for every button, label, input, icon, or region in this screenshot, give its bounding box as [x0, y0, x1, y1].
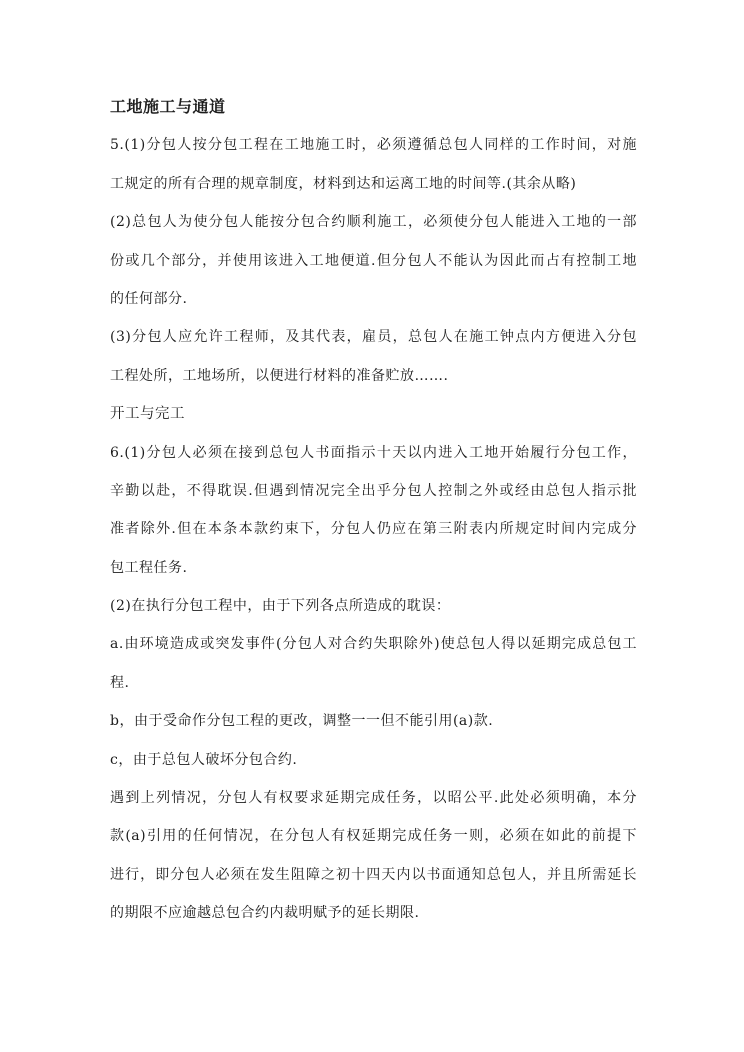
text-line: 包工程任务. — [110, 559, 188, 576]
text-line: a.由环境造成或突发事件(分包人对合约失职除外)使总包人得以延期完成总包工 — [110, 636, 637, 653]
text-line: 准者除外.但在本条本款约束下，分包人仍应在第三附表内所规定时间内完成分 — [110, 521, 637, 538]
text-line: (3)分包人应允许工程师，及其代表，雇员，总包人在施工钟点内方便进入分包 — [110, 329, 637, 346]
text-line: 6.(1)分包人必须在接到总包人书面指示十天以内进入工地开始履行分包工作， — [110, 444, 637, 461]
text-line: 遇到上列情况，分包人有权要求延期完成任务，以昭公平.此处必须明确，本分 — [110, 790, 637, 807]
text-line: 工规定的所有合理的规章制度，材料到达和运离工地的时间等.(其余从略) — [110, 175, 577, 192]
text-line: 5.(1)分包人按分包工程在工地施工时，必须遵循总包人同样的工作时间，对施 — [110, 137, 637, 154]
text-line: 程. — [110, 674, 130, 691]
text-line: 款(a)引用的任何情况，在分包人有权延期完成任务一则，必须在如此的前提下 — [110, 828, 637, 845]
text-line: (2)在执行分包工程中，由于下列各点所造成的耽误： — [110, 598, 451, 615]
text-line: 的任何部分. — [110, 290, 188, 307]
text-block — [110, 88, 637, 933]
text-line: 辛勤以赴，不得耽误.但遇到情况完全出乎分包人控制之外或经由总包人指示批 — [110, 482, 637, 499]
section-heading: 开工与完工 — [110, 406, 185, 423]
text-line: 进行，即分包人必须在发生阻障之初十四天内以书面通知总包人，并且所需延长 — [110, 866, 637, 883]
text-line: b，由于受命作分包工程的更改，调整一一但不能引用(a)款. — [110, 713, 494, 730]
text-line: (2)总包人为使分包人能按分包合约顺利施工，必须使分包人能进入工地的一部 — [110, 214, 637, 231]
document-title: 工地施工与通道 — [110, 97, 226, 116]
text-line: c，由于总包人破坏分包合约. — [110, 751, 298, 768]
text-line: 份或几个部分，并使用该进入工地便道.但分包人不能认为因此而占有控制工地 — [110, 252, 637, 269]
text-line: 的期限不应逾越总包合约内裁明赋予的延长期限. — [110, 905, 420, 922]
text-line: 工程处所，工地场所，以便进行材料的准备贮放……. — [110, 367, 449, 384]
